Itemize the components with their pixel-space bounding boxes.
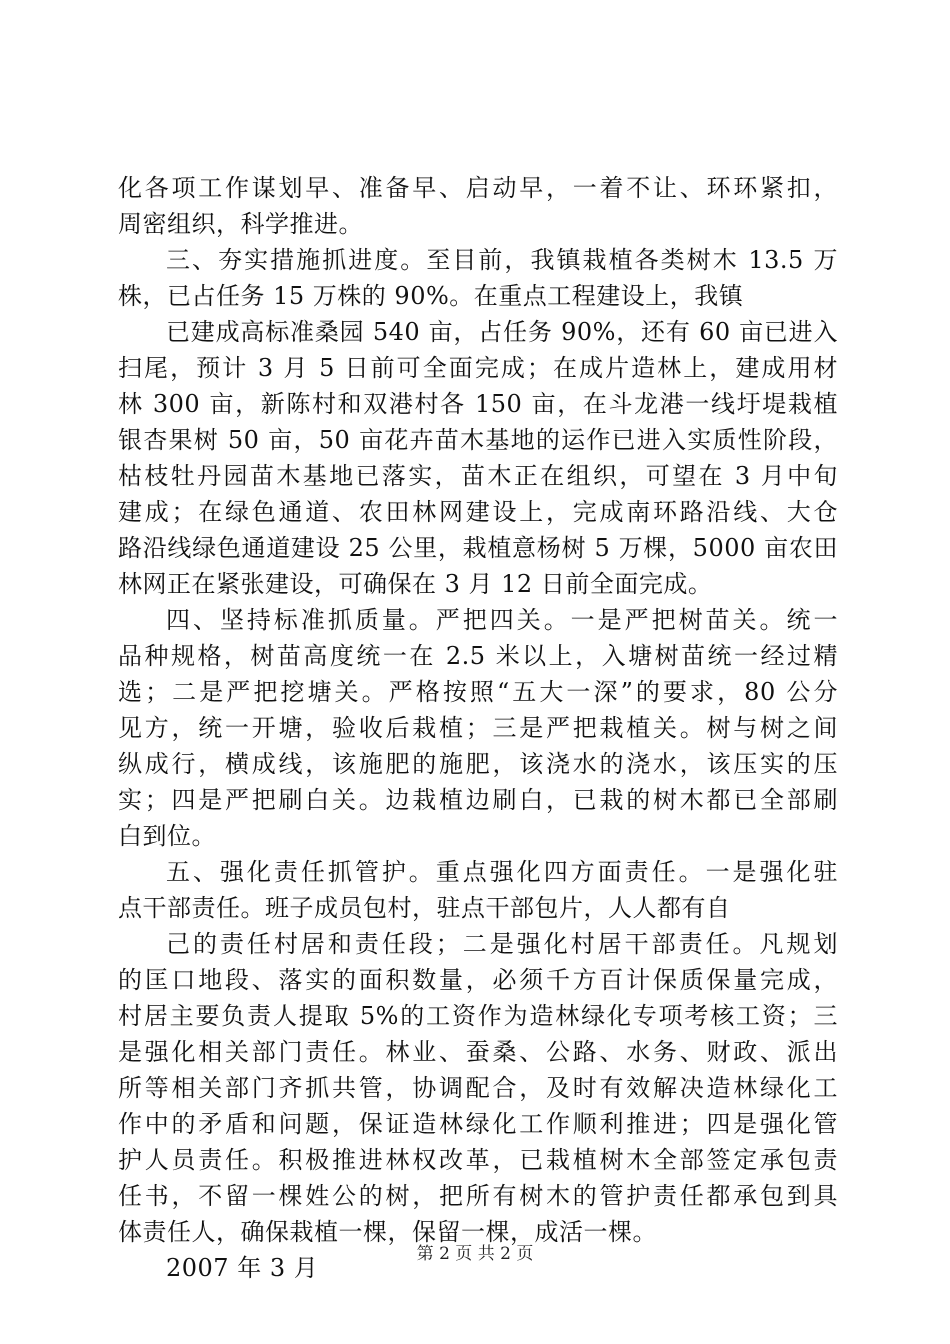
text-line: 周密组织，科学推进。 xyxy=(118,210,363,238)
text-line: 路沿线绿色通道建设 25 公里，栽植意杨树 5 万棵，5000 亩农田 xyxy=(118,534,838,562)
text-line: 株，已占任务 15 万株的 90%。在重点工程建设上，我镇 xyxy=(118,282,744,310)
text-line: 建成；在绿色通道、农田林网建设上，完成南环路沿线、大仓 xyxy=(118,498,838,526)
body-text xyxy=(118,170,838,1286)
text-line: 体责任人，确保栽植一棵，保留一棵，成活一棵。 xyxy=(118,1218,657,1246)
text-line: 的匡口地段、落实的面积数量，必须千方百计保质保量完成， xyxy=(118,966,838,994)
text-line: 点干部责任。班子成员包村，驻点干部包片，人人都有自 xyxy=(118,894,731,922)
text-line: 五、强化责任抓管护。重点强化四方面责任。一是强化驻 xyxy=(166,858,838,886)
text-line: 是强化相关部门责任。林业、蚕桑、公路、水务、财政、派出 xyxy=(118,1038,838,1066)
text-line: 任书，不留一棵姓公的树，把所有树木的管护责任都承包到具 xyxy=(118,1182,838,1210)
text-line: 所等相关部门齐抓共管，协调配合，及时有效解决造林绿化工 xyxy=(118,1074,838,1102)
page-footer: 第 2 页 共 2 页 xyxy=(416,1244,534,1264)
text-line: 四、坚持标准抓质量。严把四关。一是严把树苗关。统一 xyxy=(166,606,838,634)
text-line: 白到位。 xyxy=(118,822,216,850)
text-line: 枯枝牡丹园苗木基地已落实，苗木正在组织，可望在 3 月中旬 xyxy=(118,462,838,490)
text-line: 品种规格，树苗高度统一在 2.5 米以上，入塘树苗统一经过精 xyxy=(118,642,838,670)
text-line: 纵成行，横成线，该施肥的施肥，该浇水的浇水，该压实的压 xyxy=(118,750,838,778)
text-line: 银杏果树 50 亩，50 亩花卉苗木基地的运作已进入实质性阶段， xyxy=(118,426,838,454)
text-line: 林 300 亩，新陈村和双港村各 150 亩，在斗龙港一线圩堤栽植 xyxy=(118,390,838,418)
text-line: 扫尾，预计 3 月 5 日前可全面完成；在成片造林上，建成用材 xyxy=(118,354,838,382)
text-line: 林网正在紧张建设，可确保在 3 月 12 日前全面完成。 xyxy=(118,570,713,598)
text-line: 己的责任村居和责任段；二是强化村居干部责任。凡规划 xyxy=(166,930,838,958)
text-line: 村居主要负责人提取 5%的工资作为造林绿化专项考核工资；三 xyxy=(118,1002,838,1030)
text-line: 选；二是严把挖塘关。严格按照“五大一深”的要求，80 公分 xyxy=(118,678,838,706)
text-line: 护人员责任。积极推进林权改革，已栽植树木全部签定承包责 xyxy=(118,1146,838,1174)
text-line: 三、夯实措施抓进度。至目前，我镇栽植各类树木 13.5 万 xyxy=(166,246,838,274)
text-line: 化各项工作谋划早、准备早、启动早，一着不让、环环紧扣， xyxy=(118,174,838,202)
text-line: 作中的矛盾和问题，保证造林绿化工作顺利推进；四是强化管 xyxy=(118,1110,838,1138)
text-line: 已建成高标准桑园 540 亩，占任务 90%，还有 60 亩已进入 xyxy=(166,318,838,346)
text-line: 2007 年 3 月 xyxy=(166,1254,319,1282)
text-line: 实；四是严把刷白关。边栽植边刷白，已栽的树木都已全部刷 xyxy=(118,786,838,814)
text-line: 见方，统一开塘，验收后栽植；三是严把栽植关。树与树之间 xyxy=(118,714,838,742)
